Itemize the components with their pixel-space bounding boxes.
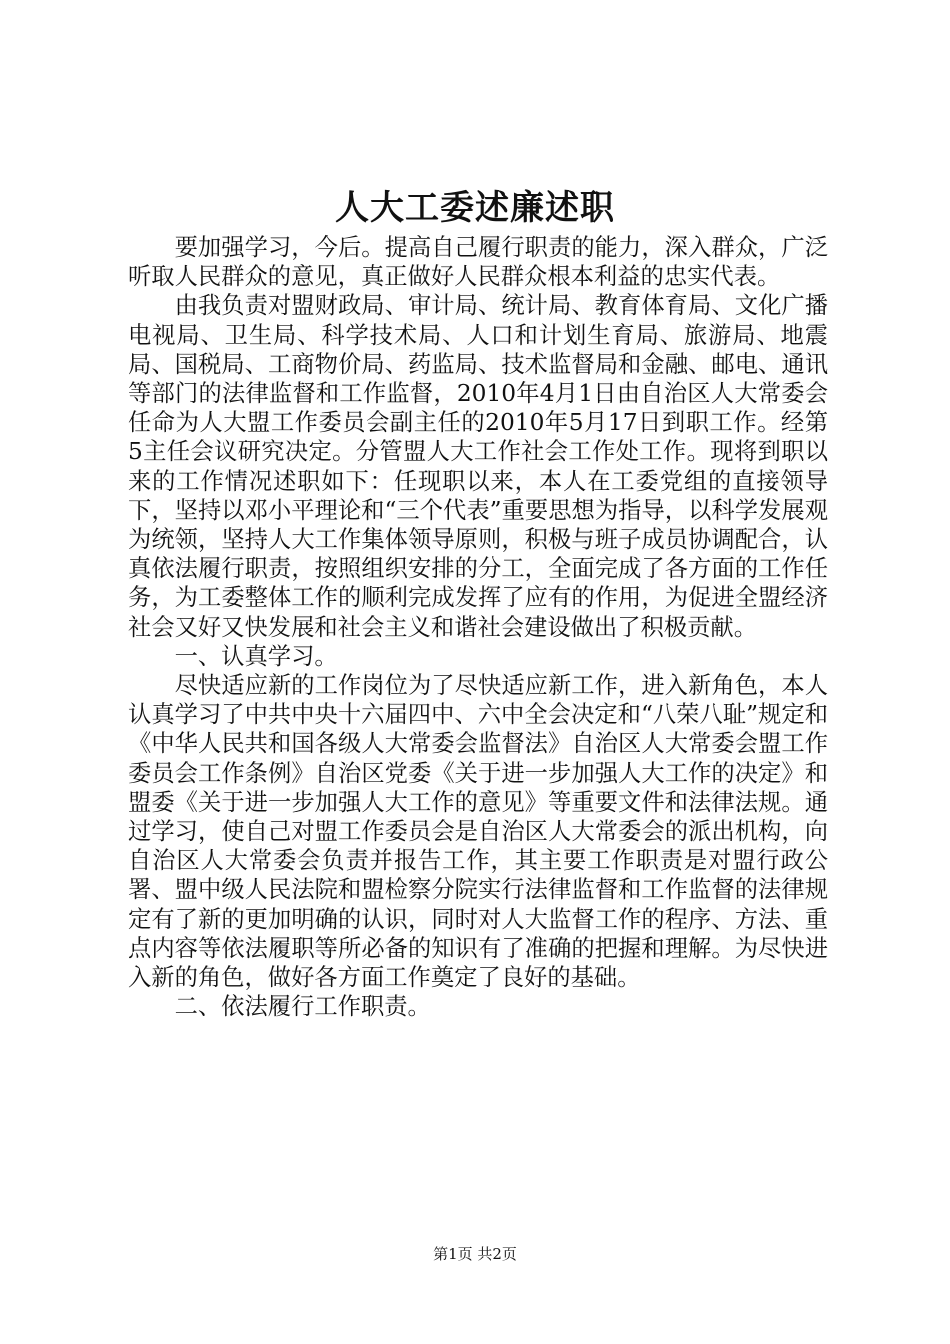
paragraph-study: 尽快适应新的工作岗位为了尽快适应新工作，进入新角色，本人认真学习了中共中央十六届四中、六中全会决定和“八荣八耻”规定和《中华人民共和国各级人大常委会监督法》自治区人大常委会盟工作委员会工作条例》自治区党委《关于进一步加强人大工作的决定》和盟委《关于进一步加强人大工作的意见》等重要文件和法律法规。通过学习，使自己对盟工作委员会是自治区人大常委会的派出机构，向自治区人大常委会负责并报告工作，其主要工作职责是对盟行政公署、盟中级人民法院和盟检察分院实行法律监督和工作监督的法律规定有了新的更加明确的认识，同时对人大监督工作的程序、方法、重点内容等依法履职等所必备的知识有了准确的把握和理解。为尽快进入新的角色，做好各方面工作奠定了良好的基础。 bbox=[128, 672, 828, 992]
document-body bbox=[128, 233, 828, 1021]
section-heading-duties: 二、依法履行工作职责。 bbox=[174, 993, 431, 1021]
paragraph-intro: 要加强学习，今后。提高自己履行职责的能力，深入群众，广泛听取人民群众的意见，真正做好人民群众根本利益的忠实代表。 bbox=[128, 234, 828, 291]
document-title: 人大工委述廉述职 bbox=[335, 188, 615, 228]
paragraph-duties: 由我负责对盟财政局、审计局、统计局、教育体育局、文化广播电视局、卫生局、科学技术局、人口和计划生育局、旅游局、地震局、国税局、工商物价局、药监局、技术监督局和金融、邮电、通讯等部门的法律监督和工作监督，2010年4月1日由自治区人大常委会任命为人大盟工作委员会副主任的2010年5月17日到职工作。经第5主任会议研究决定。分管盟人大工作社会工作处工作。现将到职以来的工作情况述职如下：任现职以来，本人在工委党组的直接领导下，坚持以邓小平理论和“三个代表”重要思想为指导，以科学发展观为统领，坚持人大工作集体领导原则，积极与班子成员协调配合，认真依法履行职责，按照组织安排的分工，全面完成了各方面的工作任务，为工委整体工作的顺利完成发挥了应有的作用，为促进全盟经济社会又好又快发展和社会主义和谐社会建设做出了积极贡献。 bbox=[128, 292, 828, 641]
section-heading-study: 一、认真学习。 bbox=[174, 642, 338, 670]
page-number-footer: 第1页 共2页 bbox=[433, 1245, 517, 1263]
